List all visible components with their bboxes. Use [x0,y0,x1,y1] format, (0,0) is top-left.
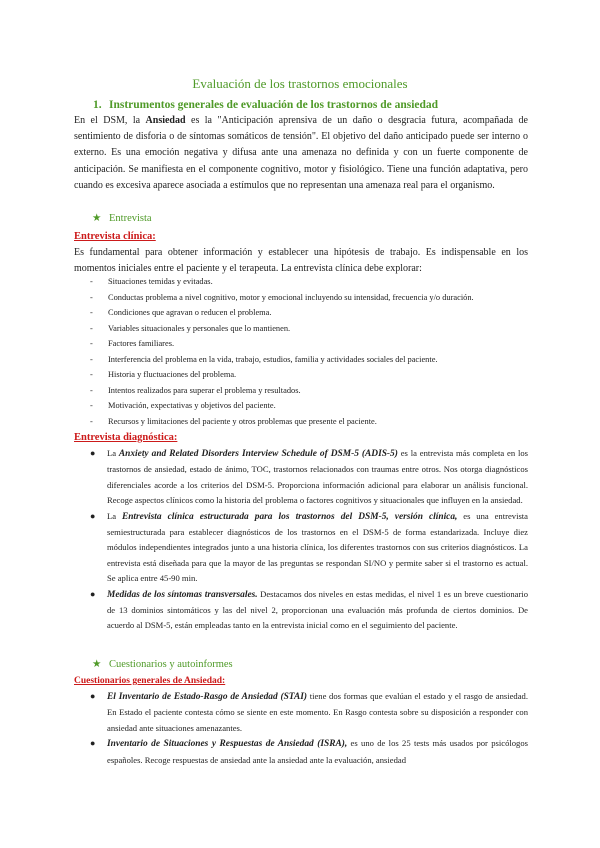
item-lead: El Inventario de Estado-Rasgo de Ansiedad (STAI) [107,692,308,702]
dash-marker: - [90,339,93,348]
list-item [90,398,530,414]
dash-marker: - [90,323,93,333]
star-icon: ★ [92,659,102,670]
list-item [90,383,530,399]
list-item [90,736,528,768]
star-icon: ★ [92,213,102,224]
bullet-icon: ● [90,588,96,599]
list-item [90,367,530,383]
dash-marker: - [90,277,93,286]
item-lead: Medidas de los síntomas transversales. [107,589,258,600]
item-text: Destacamos dos niveles en estas medidas, el nivel 1 es un breve cuestionario de 13 dominios sintomáticos y las del nivel 2, proporcionan una evaluación más profunda de ciertos dominios. De acuerdo al DSM-5, están empleadas tanto en la entrevista inicial como en el seguimiento del paciente. [107,588,528,631]
entrevista-heading [92,211,152,227]
dash-marker: - [90,416,93,426]
list-item-text: Condiciones que agravan o reducen el problema. [108,308,272,317]
list-item-text: Motivación, expectativas y objetivos del paciente. [108,401,276,410]
list-item [90,305,530,321]
dash-marker: - [90,308,93,317]
list-item [90,290,530,306]
questionnaires-list [90,689,528,768]
list-item-text: Factores familiares. [108,339,175,348]
item-text: es una entrevista semiestructurada para establecer diagnósticos de los trastornos en el DSM-5 de forma estandarizada. Incluye diez módulos independientes integrados junto a una historia clínica, los diferentes trastornos con sus criterios diagnósticos. La entrevista está diseñada para que la mayor de las preguntas se respondan SI/NO y permite saber si el trastorno es actual. Se aplica entre 45-90 min. [107,510,529,584]
dash-marker: - [90,292,93,302]
item-lead: Anxiety and Related Disorders Interview Schedule of DSM-5 (ADIS-5) [118,449,398,459]
list-item [90,352,530,368]
intro-text-start: En el DSM, la [74,115,146,126]
section-heading [93,97,438,113]
dash-marker: - [90,370,93,379]
item-prefix: La [107,510,122,521]
entrevista-heading-label: Entrevista [109,213,152,224]
list-item-text: Recursos y limitaciones del paciente y otros problemas que presente el paciente. [108,416,377,426]
entrevista-clinica-text: Es fundamental para obtener información y establecer una hipótesis de trabajo. Es indispensable en los momentos iniciales entre el paciente y el terapeuta. La entrevista clínica debe explorar: [74,247,528,275]
intro-term: Ansiedad [145,115,186,126]
item-lead: Entrevista clínica estructurada para los trastornos del DSM-5, versión clínica, [121,511,458,522]
cuestionarios-heading [92,657,233,673]
item-text: es la entrevista más completa en los trastornos de ansiedad, estado de ánimo, TOC, trastornos relacionados con traumas entre otros. Nos otorga diagnósticos diferenciales acorde a los criterios del DSM-5. Proporciona información adicional para elaborar un análisis funcional. Recoge aspectos clínicos como la historia del problema o factores cognitivos y situacionales que influyen en la ansiedad. [107,448,528,506]
intro-paragraph [74,113,528,194]
cuestionarios-heading-label: Cuestionarios y autoinformes [109,659,233,670]
list-item-text: Intentos realizados para superar el problema y resultados. [108,385,301,395]
list-item [90,274,530,290]
item-lead: Inventario de Situaciones y Respuestas de Ansiedad (ISRA), [107,739,348,750]
list-item [90,446,528,509]
cuestionarios-generales-heading: Cuestionarios generales de Ansiedad: [74,676,226,686]
bullet-icon: ● [90,510,96,521]
list-item-text: Variables situacionales y personales que lo mantienen. [108,323,291,333]
diagnostic-interviews-list [90,446,528,634]
bullet-icon: ● [90,738,96,749]
list-item-text: Interferencia del problema en la vida, trabajo, estudios, familia y actividades sociales del paciente. [108,354,438,364]
bullet-icon: ● [90,691,96,701]
item-prefix: La [107,448,119,458]
entrevista-clinica-heading: Entrevista clínica: [74,231,156,242]
dash-marker: - [90,354,93,364]
exploration-list [90,274,530,429]
item-text: tiene dos formas que evalúan el estado y el rasgo de ansiedad. En Estado el paciente contesta cómo se siente en este momento. En Rasgo contesta sobre su disposición a responder con ansiedad ante situaciones amenazantes. [107,691,528,733]
list-item [90,414,530,430]
list-item [90,336,530,352]
section-title: Instrumentos generales de evaluación de los trastornos de ansiedad [109,99,439,111]
list-item [90,321,530,337]
document-title: Evaluación de los trastornos emocionales [192,76,408,91]
list-item-text: Conductas problema a nivel cognitivo, motor y emocional incluyendo su intensidad, frecuencia y/o duración. [108,292,474,302]
dash-marker: - [90,385,93,395]
list-item-text: Situaciones temidas y evitadas. [108,277,213,286]
list-item-text: Historia y fluctuaciones del problema. [108,370,237,379]
intro-text-rest: es la "Anticipación aprensiva de un daño o desgracia futura, acompañada de sentimiento de disforia o de síntomas somáticos de tensión". El objetivo del daño anticipado puede ser interno o externo. Es una emoción negativa y difusa ante una amenaza no definida y con un fuerte componente de anticipación. Se manifiesta en el componente cognitivo, motor y fisiológico. Tiene una función adaptativa, pero cuando es excesiva aparece asociada a estímulos que no representan una amenaza real para el organismo. [74,115,528,191]
dash-marker: - [90,401,93,410]
list-item [90,689,528,736]
section-number: 1. [93,99,102,111]
list-item [90,587,528,634]
entrevista-diagnostica-heading: Entrevista diagnóstica: [74,432,178,443]
bullet-icon: ● [90,448,96,458]
item-text: es uno de los 25 tests más usados por psicólogos españoles. Recoge respuestas de ansiedad ante la ansiedad ante la evaluación, ansiedad [107,738,528,765]
list-item [90,509,528,587]
